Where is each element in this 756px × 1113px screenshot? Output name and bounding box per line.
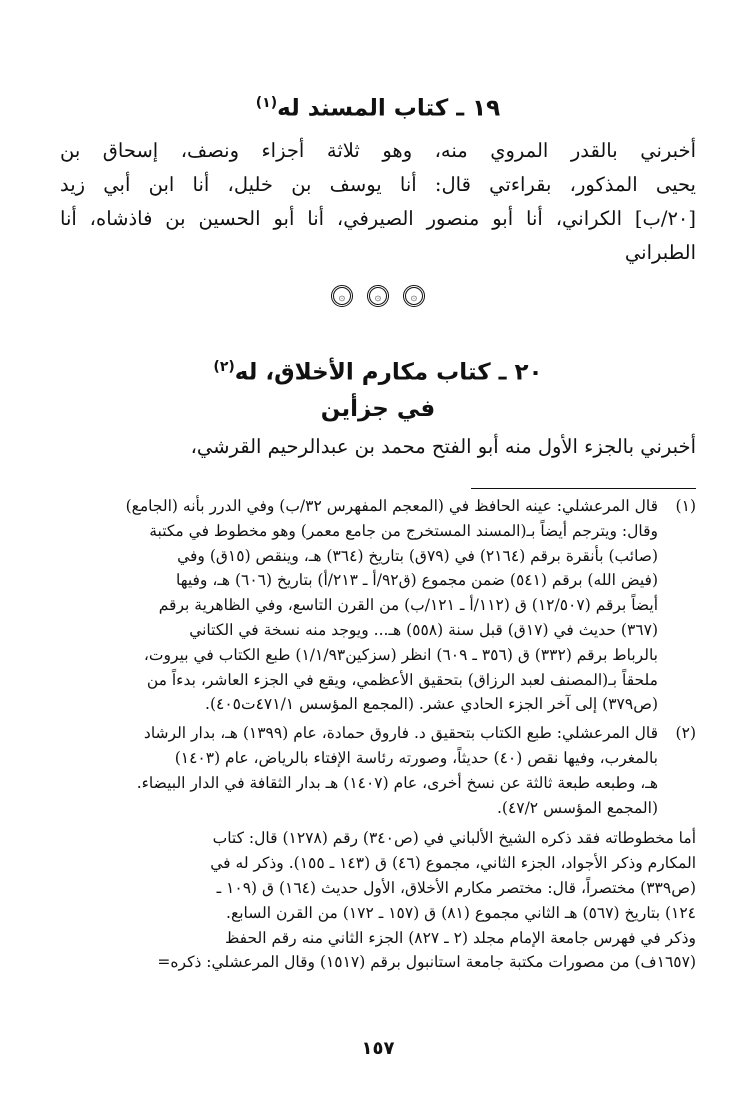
footnote-line: ١٢٤) بتاريخ (٥٦٧) هـ الثاني مجموع (٨١) ق (١٥٧ ـ ١٧٢) من القرن السابع. <box>226 903 696 922</box>
footnote-line: (صائب) بأنقرة برقم (٢١٦٤) في (٧٩ق) بتاريخ (٣٦٤) هـ، وينقص (١٥ق) وفي <box>177 546 658 565</box>
footnote-line: (ص٣٣٩) مختصراً، قال: مختصر مكارم الأخلاق، الأول حديث (١٦٤) ق (١٠٩ ـ <box>216 878 696 897</box>
ornament-icon: ۞ <box>331 285 353 307</box>
section-20-body <box>60 430 696 464</box>
section-19-title-text: ١٩ ـ كتاب المسند له <box>277 95 501 122</box>
body-line: أخبرني بالجزء الأول منه أبو الفتح محمد بن عبدالرحيم القرشي، <box>190 435 696 458</box>
body-line: [٢٠/ب] الكراني، أنا أبو منصور الصيرفي، أنا أبو الحسين بن فاذشاه، أنا <box>60 207 696 230</box>
section-20-subtitle: في جزأين <box>320 396 436 422</box>
footnote-ref-2[interactable]: (٢) <box>213 359 235 375</box>
footnote-number: (١) <box>675 497 696 515</box>
page-number: ١٥٧ <box>361 1038 395 1059</box>
section-20-title-text: ٢٠ ـ كتاب مكارم الأخلاق، له <box>234 359 543 386</box>
footnote-line: (المجمع المؤسس ٤٧/٢). <box>496 798 658 817</box>
footnote-2-continuation <box>60 826 696 975</box>
footnote-line: هـ، وطبعه طبعة ثالثة عن نسخ أخرى، عام (١٤٠٧) هـ بدار الثقافة في الدار البيضاء. <box>136 773 658 792</box>
section-20-title <box>60 352 696 388</box>
footnote-1 <box>60 494 696 717</box>
footnote-line: بالرباط برقم (٣٣٢) ق (٣٥٦ ـ ٦٠٩) انظر (سزكين١/١/٩٣) طبع الكتاب في بيروت، <box>143 645 658 664</box>
footnotes <box>60 494 696 975</box>
ornament-icon: ۞ <box>367 285 389 307</box>
footnote-line: (فيض الله) برقم (٥٤١) ضمن مجموع (ق٩٢/أ ـ ٢١٣/أ) بتاريخ (٦٠٦) هـ، وفيها <box>175 571 658 590</box>
footnote-number: (٢) <box>675 724 696 743</box>
section-19-body <box>60 134 696 270</box>
footnote-line: وقال: ويترجم أيضاً بـ(المسند المستخرج من جامع معمر) وهو مخطوط في مكتبة <box>149 521 658 540</box>
footnote-line: ملحقاً بـ(المصنف لعبد الرزاق) بتحقيق الأعظمي، ويقع في الجزء العاشر، بدءاً من <box>146 670 658 689</box>
body-line: يحيى المذكور، بقراءتي قال: أنا يوسف بن خليل، أنا ابن أبي زيد <box>60 173 696 196</box>
footnote-line: (ص٣٧٩) إلى آخر الجزء الحادي عشر. (المجمع المؤسس ٤٧١/١ت٤٠٥). <box>205 695 658 714</box>
footnote-line: بالمغرب، وفيها نقص (٤٠) حديثاً، وصورته رئاسة الإفتاء بالرياض، عام (١٤٠٣) <box>174 748 658 767</box>
footnote-line: أما مخطوطاته فقد ذكره الشيخ الألباني في (ص٣٤٠) رقم (١٢٧٨) قال: كتاب <box>212 829 696 848</box>
footnote-line: قال المرعشلي: عينه الحافظ في (المعجم المفهرس ٣٢/ب) وفي الدرر بأنه (الجامع) <box>125 497 658 515</box>
footnote-separator <box>471 488 696 489</box>
section-divider <box>0 285 756 307</box>
footnote-2 <box>60 721 696 820</box>
footnote-line: (١٦٥٧ف) من مصورات مكتبة جامعة استانبول برقم (١٥١٧) وقال المرعشلي: ذكره= <box>157 953 696 972</box>
section-19-title <box>60 88 696 124</box>
footnote-line: قال المرعشلي: طبع الكتاب بتحقيق د. فاروق حمادة، عام (١٣٩٩) هـ، بدار الرشاد <box>143 724 658 743</box>
footnote-line: أيضاً برقم (١٢/٥٠٧) ق (١١٢/أ ـ ١٢١/ب) من القرن التاسع، وفي الظاهرية برقم <box>158 596 658 615</box>
footnote-line: المكارم وذكر الأجواد، الجزء الثاني، مجموع (٤٦) ق (١٤٣ ـ ١٥٥). وذكر له في <box>210 854 696 873</box>
ornament-icon: ۞ <box>403 285 425 307</box>
footnote-ref-1[interactable]: (١) <box>255 95 278 111</box>
body-line: الطبراني <box>624 241 696 264</box>
footnote-line: (٣٦٧) حديث في (١٧ق) قبل سنة (٥٥٨) هـ... ويوجد منه نسخة في الكتاني <box>189 620 658 639</box>
footnote-line: وذكر في فهرس جامعة الإمام مجلد (٢ ـ ٨٢٧) الجزء الثاني منه رقم الحفظ <box>224 928 696 947</box>
body-line: أخبرني بالقدر المروي منه، وهو ثلاثة أجزاء ونصف، إسحاق بن <box>60 139 696 162</box>
